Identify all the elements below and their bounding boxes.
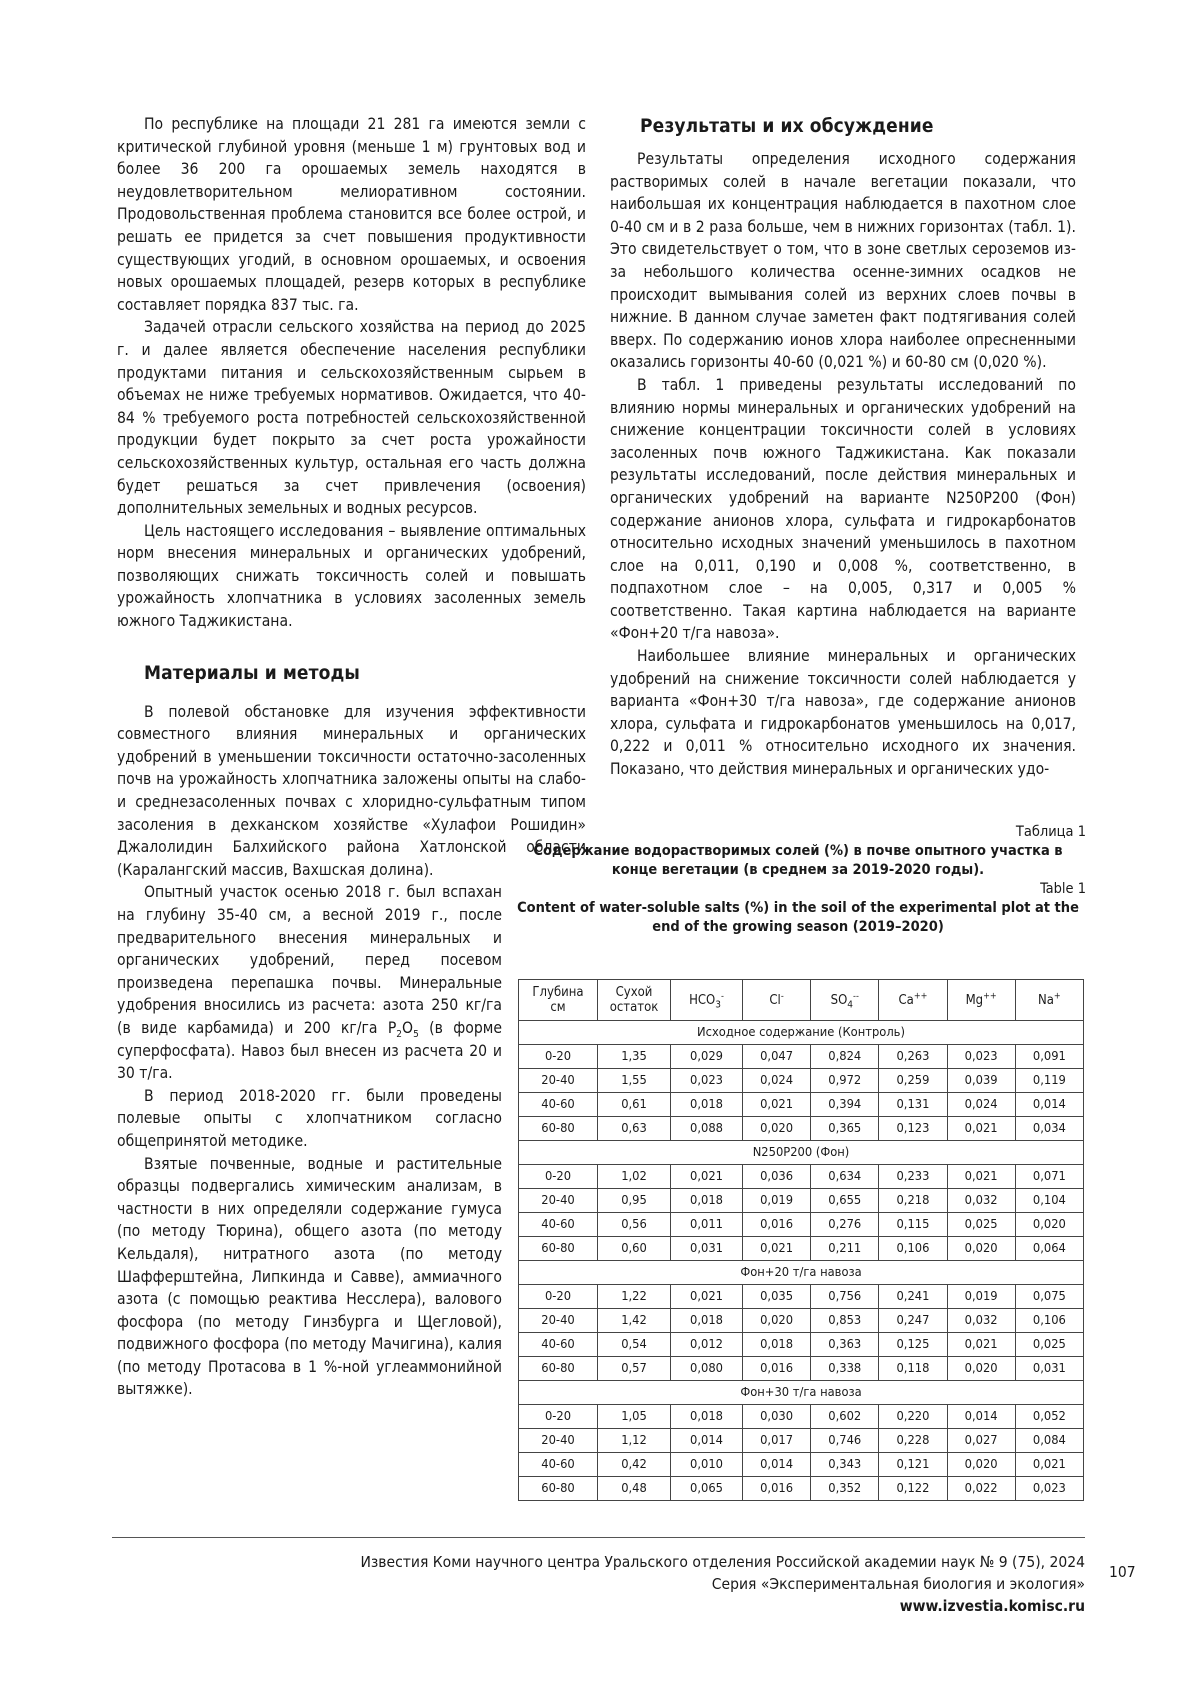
table-cell: 0,020 — [947, 1453, 1015, 1477]
table-header — [519, 980, 1084, 1021]
table-cell: 0,343 — [811, 1453, 879, 1477]
table-cell: 0,047 — [742, 1045, 810, 1069]
table-section-row — [519, 1141, 1084, 1165]
table-cell: 0,014 — [742, 1453, 810, 1477]
table-row — [519, 1189, 1084, 1213]
table-cell: 0,57 — [598, 1357, 671, 1381]
table-cell: 0,017 — [742, 1429, 810, 1453]
table-cell: 0,032 — [947, 1189, 1015, 1213]
table-cell: 0,602 — [811, 1405, 879, 1429]
salts-table — [518, 979, 1084, 1501]
table-cell: 0,016 — [742, 1477, 810, 1501]
table-cell: 0,016 — [742, 1213, 810, 1237]
journal-name: Известия Коми научного центра Уральского отделения Российской академии наук № 9 (75), 2024 — [360, 1553, 1085, 1571]
table-cell: 0,363 — [811, 1333, 879, 1357]
table-cell: 0,024 — [742, 1069, 810, 1093]
table-cell: 0,018 — [671, 1093, 743, 1117]
left-paragraph-4: В полевой обстановке для изучения эффективности совместного влияния минеральных и органических удобрений в уменьшении токсичности остаточно-засоленных почв на урожайность хлопчатника заложены опыты на слабо- и среднезасоленных почвах с хлоридно-сульфатным типом засоления в дехканском хозяйстве «Хулафои Рошидин» Джалолидин Балхийского района Хатлонской области (Каралангский массив, Вахшская долина). — [117, 702, 586, 879]
table-cell: 0-20 — [519, 1045, 598, 1069]
table-cell: 0,125 — [879, 1333, 947, 1357]
table-cell: 0,036 — [742, 1165, 810, 1189]
table-cell: 20-40 — [519, 1309, 598, 1333]
header-na: Na+ — [1015, 980, 1083, 1021]
table-cell: 0,972 — [811, 1069, 879, 1093]
table-cell: 0,020 — [947, 1357, 1015, 1381]
table-cell: 60-80 — [519, 1357, 598, 1381]
table-header-row — [519, 980, 1084, 1021]
table-cell: 0,228 — [879, 1429, 947, 1453]
table-cell: 60-80 — [519, 1237, 598, 1261]
table-row — [519, 1333, 1084, 1357]
table-cell: 0,027 — [947, 1429, 1015, 1453]
table-cell: 0,247 — [879, 1309, 947, 1333]
table-cell: 0,018 — [671, 1309, 743, 1333]
table-cell: 0,021 — [742, 1093, 810, 1117]
right-paragraph-1: Результаты определения исходного содержания растворимых солей в начале вегетации показали, что наибольшая их концентрация наблюдается в пахотном слое 0-40 см и в 2 раза больше, чем в нижних горизонтах (табл. 1). Это свидетельствует о том, что в зоне светлых сероземов из-за небольшого количества осенне-зимних осадков не происходит вымывания солей из верхних слоев почвы в нижние. В данном случае заметен факт подтягивания солей вверх. По содержанию ионов хлора наиболее опресненными оказались горизонты 40-60 (0,021 %) и 60-80 см (0,020 %). — [610, 150, 1076, 372]
table-cell: 0,018 — [671, 1189, 743, 1213]
table-cell: 0,091 — [1015, 1045, 1083, 1069]
table-cell: 0,018 — [671, 1405, 743, 1429]
table-row — [519, 1453, 1084, 1477]
left-paragraph-5-end: (в форме суперфосфата). Навоз был внесен из расчета 20 и 30 т/га. — [117, 1018, 502, 1083]
table-cell: 1,55 — [598, 1069, 671, 1093]
header-depth: Глубина см — [519, 980, 598, 1021]
table-cell: 0,853 — [811, 1309, 879, 1333]
results-heading: Результаты и их обсуждение — [640, 115, 934, 137]
table-cell: 0,021 — [742, 1237, 810, 1261]
table-row — [519, 1405, 1084, 1429]
table-cell: 0,115 — [879, 1213, 947, 1237]
table-cell: 1,12 — [598, 1429, 671, 1453]
table-cell: 20-40 — [519, 1069, 598, 1093]
table-cell: 0,106 — [1015, 1309, 1083, 1333]
table-cell: 0,756 — [811, 1285, 879, 1309]
table-cell: 0,075 — [1015, 1285, 1083, 1309]
table-caption-block — [510, 823, 1086, 937]
header-cl: Cl- — [742, 980, 810, 1021]
table-cell: 0,014 — [1015, 1093, 1083, 1117]
table-cell: 40-60 — [519, 1093, 598, 1117]
table-row — [519, 1165, 1084, 1189]
table-cell: 1,05 — [598, 1405, 671, 1429]
table-cell: 0,019 — [742, 1189, 810, 1213]
table-cell: 0,010 — [671, 1453, 743, 1477]
table-cell: 0,080 — [671, 1357, 743, 1381]
table-row — [519, 1285, 1084, 1309]
table-label-en: Table 1 — [1040, 881, 1086, 897]
table-section-row — [519, 1381, 1084, 1405]
table-label-ru: Таблица 1 — [1015, 824, 1086, 840]
header-mg: Mg++ — [947, 980, 1015, 1021]
table-row — [519, 1357, 1084, 1381]
table-cell: 0,48 — [598, 1477, 671, 1501]
p2o5-formula: $P_2O_5$ — [387, 1018, 419, 1041]
table-cell: 0-20 — [519, 1165, 598, 1189]
table-cell: 0,56 — [598, 1213, 671, 1237]
table-cell: 0,123 — [879, 1117, 947, 1141]
right-paragraph-3: Наибольшее влияние минеральных и органических удобрений на снижение токсичности солей наблюдается у варианта «Фон+30 т/га навоза», где содержание анионов хлора, сульфата и гидрокарбонатов уменьшилось на 0,017, 0,222 и 0,011 % относительно исходного их значения. Показано, что действия минеральных и органических удо- — [610, 647, 1076, 779]
table-cell: 0,025 — [947, 1213, 1015, 1237]
table-section-title: Фон+20 т/га навоза — [519, 1261, 1084, 1285]
table-cell: 0,42 — [598, 1453, 671, 1477]
table-cell: 0,118 — [879, 1357, 947, 1381]
table-cell: 20-40 — [519, 1189, 598, 1213]
table-title-ru: Содержание водорастворимых солей (%) в почве опытного участка в конце вегетации (в среднем за 2019-2020 годы). — [533, 843, 1063, 878]
table-cell: 0,104 — [1015, 1189, 1083, 1213]
table-cell: 0,016 — [742, 1357, 810, 1381]
page-number: 107 — [1109, 1563, 1136, 1581]
table-cell: 0,071 — [1015, 1165, 1083, 1189]
table-row — [519, 1045, 1084, 1069]
table-cell: 0,218 — [879, 1189, 947, 1213]
right-paragraph-2: В табл. 1 приведены результаты исследований по влиянию нормы минеральных и органических удобрений на снижение концентрации токсичности солей в условиях засоленных почв южного Таджикистана. Как показали результаты исследований, после действия минеральных и органических удобрений на варианте N250P200 (Фон) содержание анионов хлора, сульфата и гидрокарбонатов относительно исходных значений уменьшилось в пахотном слое на 0,011, 0,190 и 0,008 %, соответственно, в подпахотном слое – на 0,005, 0,317 и 0,005 % соответственно. Такая картина наблюдается на варианте «Фон+20 т/га навоза». — [610, 375, 1076, 643]
journal-website: www.izvestia.komisc.ru — [899, 1597, 1085, 1615]
table-row — [519, 1237, 1084, 1261]
left-paragraph-3: Цель настоящего исследования – выявление оптимальных норм внесения минеральных и органических удобрений, позволяющих снижать токсичность солей и повышать урожайность хлопчатника в условиях засоленных земель южного Таджикистана. — [117, 521, 586, 631]
table-cell: 0,034 — [1015, 1117, 1083, 1141]
table-cell: 1,35 — [598, 1045, 671, 1069]
header-residue: Сухой остаток — [598, 980, 671, 1021]
table-cell: 0,95 — [598, 1189, 671, 1213]
left-paragraph-1: По республике на площади 21 281 га имеются земли с критической глубиной уровня (меньше 1 м) грунтовых вод и более 36 200 га орошаемых земель находятся в неудовлетворительном мелиоративном состоянии. Продовольственная проблема становится все более острой, и решать ее придется за счет повышения продуктивности существующих угодий, в основном орошаемых, и освоения новых орошаемых площадей, резерв которых в республике составляет порядка 837 тыс. га. — [117, 115, 586, 314]
table-section-title: N250P200 (Фон) — [519, 1141, 1084, 1165]
table-cell: 0,020 — [1015, 1213, 1083, 1237]
table-cell: 0,029 — [671, 1045, 743, 1069]
table-row — [519, 1213, 1084, 1237]
table-cell: 0,065 — [671, 1477, 743, 1501]
table-cell: 0-20 — [519, 1405, 598, 1429]
table-cell: 0,011 — [671, 1213, 743, 1237]
table-cell: 0,039 — [947, 1069, 1015, 1093]
table-row — [519, 1429, 1084, 1453]
left-paragraph-5-text: Опытный участок осенью 2018 г. был вспахан на глубину 35-40 см, а весной 2019 г., после предварительного внесения минеральных и органических удобрений, перед посевом произведена перепашка почвы. Минеральные удобрения вносились из расчета: азота 250 кг/га (в виде карбамида) и 200 кг/га — [117, 883, 502, 1037]
table-section-row — [519, 1021, 1084, 1045]
table-cell: 0,021 — [947, 1333, 1015, 1357]
table-cell: 0,106 — [879, 1237, 947, 1261]
table-cell: 0,241 — [879, 1285, 947, 1309]
table-section-title: Исходное содержание (Контроль) — [519, 1021, 1084, 1045]
table-cell: 60-80 — [519, 1117, 598, 1141]
table-cell: 0,020 — [742, 1309, 810, 1333]
table-cell: 0,824 — [811, 1045, 879, 1069]
table-cell: 0-20 — [519, 1285, 598, 1309]
table-cell: 0,030 — [742, 1405, 810, 1429]
table-cell: 40-60 — [519, 1213, 598, 1237]
left-paragraph-2: Задачей отрасли сельского хозяйства на период до 2025 г. и далее является обеспечение населения республики продуктами питания и сельскохозяйственным сырьем в объемах не ниже требуемых нормативов. Ожидается, что 40-84 % требуемого роста потребностей сельскохозяйственной продукции будет покрыто за счет роста урожайности сельскохозяйственных культур, остальная его часть должна будет решаться за счет привлечения (освоения) дополнительных земельных и водных ресурсов. — [117, 318, 586, 518]
table-cell: 0,365 — [811, 1117, 879, 1141]
table-cell: 0,024 — [947, 1093, 1015, 1117]
left-paragraph-6: В период 2018-2020 гг. были проведены полевые опыты с хлопчатником согласно общепринятой методике. — [117, 1086, 502, 1150]
table-cell: 0,119 — [1015, 1069, 1083, 1093]
table-cell: 0,018 — [742, 1333, 810, 1357]
left-paragraph-5 — [117, 881, 502, 1084]
table-cell: 0,276 — [811, 1213, 879, 1237]
table-cell: 0,025 — [1015, 1333, 1083, 1357]
table-section-row — [519, 1261, 1084, 1285]
table-cell: 1,42 — [598, 1309, 671, 1333]
left-column — [117, 113, 586, 1401]
table-cell: 0,121 — [879, 1453, 947, 1477]
table-cell: 0,259 — [879, 1069, 947, 1093]
left-paragraph-7: Взятые почвенные, водные и растительные образцы подвергались химическим анализам, в частности в них определяли содержание гумуса (по методу Тюрина), общего азота (по методу Кельдаля), нитратного азота (по методу Шафферштейна, Липкинда и Савве), аммиачного азота (с помощью реактива Несслера), валового фосфора (по методу Гинзбурга и Щегловой), подвижного фосфора (по методу Мачигина), калия (по методу Протасова в 1 %-ной углеаммонийной вытяжке). — [117, 1154, 502, 1399]
table-cell: 0,131 — [879, 1093, 947, 1117]
table-title-en: Content of water-soluble salts (%) in the soil of the experimental plot at the end of the growing season (2019–2020) — [517, 900, 1079, 935]
table-cell: 40-60 — [519, 1453, 598, 1477]
header-so4: $SO_4^{--}$ — [811, 980, 879, 1021]
table-cell: 0,54 — [598, 1333, 671, 1357]
table-cell: 0,022 — [947, 1477, 1015, 1501]
table-cell: 40-60 — [519, 1333, 598, 1357]
table-row — [519, 1069, 1084, 1093]
table-cell: 0,61 — [598, 1093, 671, 1117]
methods-heading: Материалы и методы — [144, 661, 360, 684]
table-cell: 0,084 — [1015, 1429, 1083, 1453]
table-section-title: Фон+30 т/га навоза — [519, 1381, 1084, 1405]
table-cell: 0,021 — [671, 1285, 743, 1309]
table-cell: 0,60 — [598, 1237, 671, 1261]
table-cell: 60-80 — [519, 1477, 598, 1501]
table-cell: 0,634 — [811, 1165, 879, 1189]
table-cell: 0,233 — [879, 1165, 947, 1189]
table-cell: 0,014 — [947, 1405, 1015, 1429]
table-cell: 0,023 — [671, 1069, 743, 1093]
table-cell: 0,064 — [1015, 1237, 1083, 1261]
page-footer — [360, 1551, 1085, 1617]
table-cell: 0,032 — [947, 1309, 1015, 1333]
table-cell: 0,746 — [811, 1429, 879, 1453]
table-cell: 0,021 — [671, 1165, 743, 1189]
table-cell: 0,211 — [811, 1237, 879, 1261]
table-cell: 0,014 — [671, 1429, 743, 1453]
table-cell: 0,023 — [947, 1045, 1015, 1069]
table-cell: 1,02 — [598, 1165, 671, 1189]
table-cell: 0,352 — [811, 1477, 879, 1501]
table-cell: 0,394 — [811, 1093, 879, 1117]
table-row — [519, 1117, 1084, 1141]
table-row — [519, 1477, 1084, 1501]
table-cell: 0,012 — [671, 1333, 743, 1357]
table-cell: 0,655 — [811, 1189, 879, 1213]
table-body — [519, 1021, 1084, 1501]
header-ca: Ca++ — [879, 980, 947, 1021]
footer-divider — [112, 1537, 1085, 1538]
table-cell: 0,63 — [598, 1117, 671, 1141]
table-cell: 0,052 — [1015, 1405, 1083, 1429]
table-cell: 0,220 — [879, 1405, 947, 1429]
header-hco3: $HCO_3^-$ — [671, 980, 743, 1021]
right-column — [610, 113, 1076, 781]
table-cell: 0,031 — [1015, 1357, 1083, 1381]
table-cell: 0,020 — [947, 1237, 1015, 1261]
table-cell: 0,020 — [742, 1117, 810, 1141]
table-cell: 0,031 — [671, 1237, 743, 1261]
table-cell: 0,088 — [671, 1117, 743, 1141]
table-cell: 0,021 — [947, 1165, 1015, 1189]
table-cell: 0,338 — [811, 1357, 879, 1381]
table-cell: 0,021 — [947, 1117, 1015, 1141]
table-cell: 1,22 — [598, 1285, 671, 1309]
table-cell: 0,122 — [879, 1477, 947, 1501]
table-cell: 0,035 — [742, 1285, 810, 1309]
table-cell: 0,023 — [1015, 1477, 1083, 1501]
table-row — [519, 1309, 1084, 1333]
table-cell: 0,021 — [1015, 1453, 1083, 1477]
journal-series: Серия «Экспериментальная биология и экология» — [711, 1575, 1085, 1593]
table-cell: 0,263 — [879, 1045, 947, 1069]
table-cell: 0,019 — [947, 1285, 1015, 1309]
table-row — [519, 1093, 1084, 1117]
table-cell: 20-40 — [519, 1429, 598, 1453]
